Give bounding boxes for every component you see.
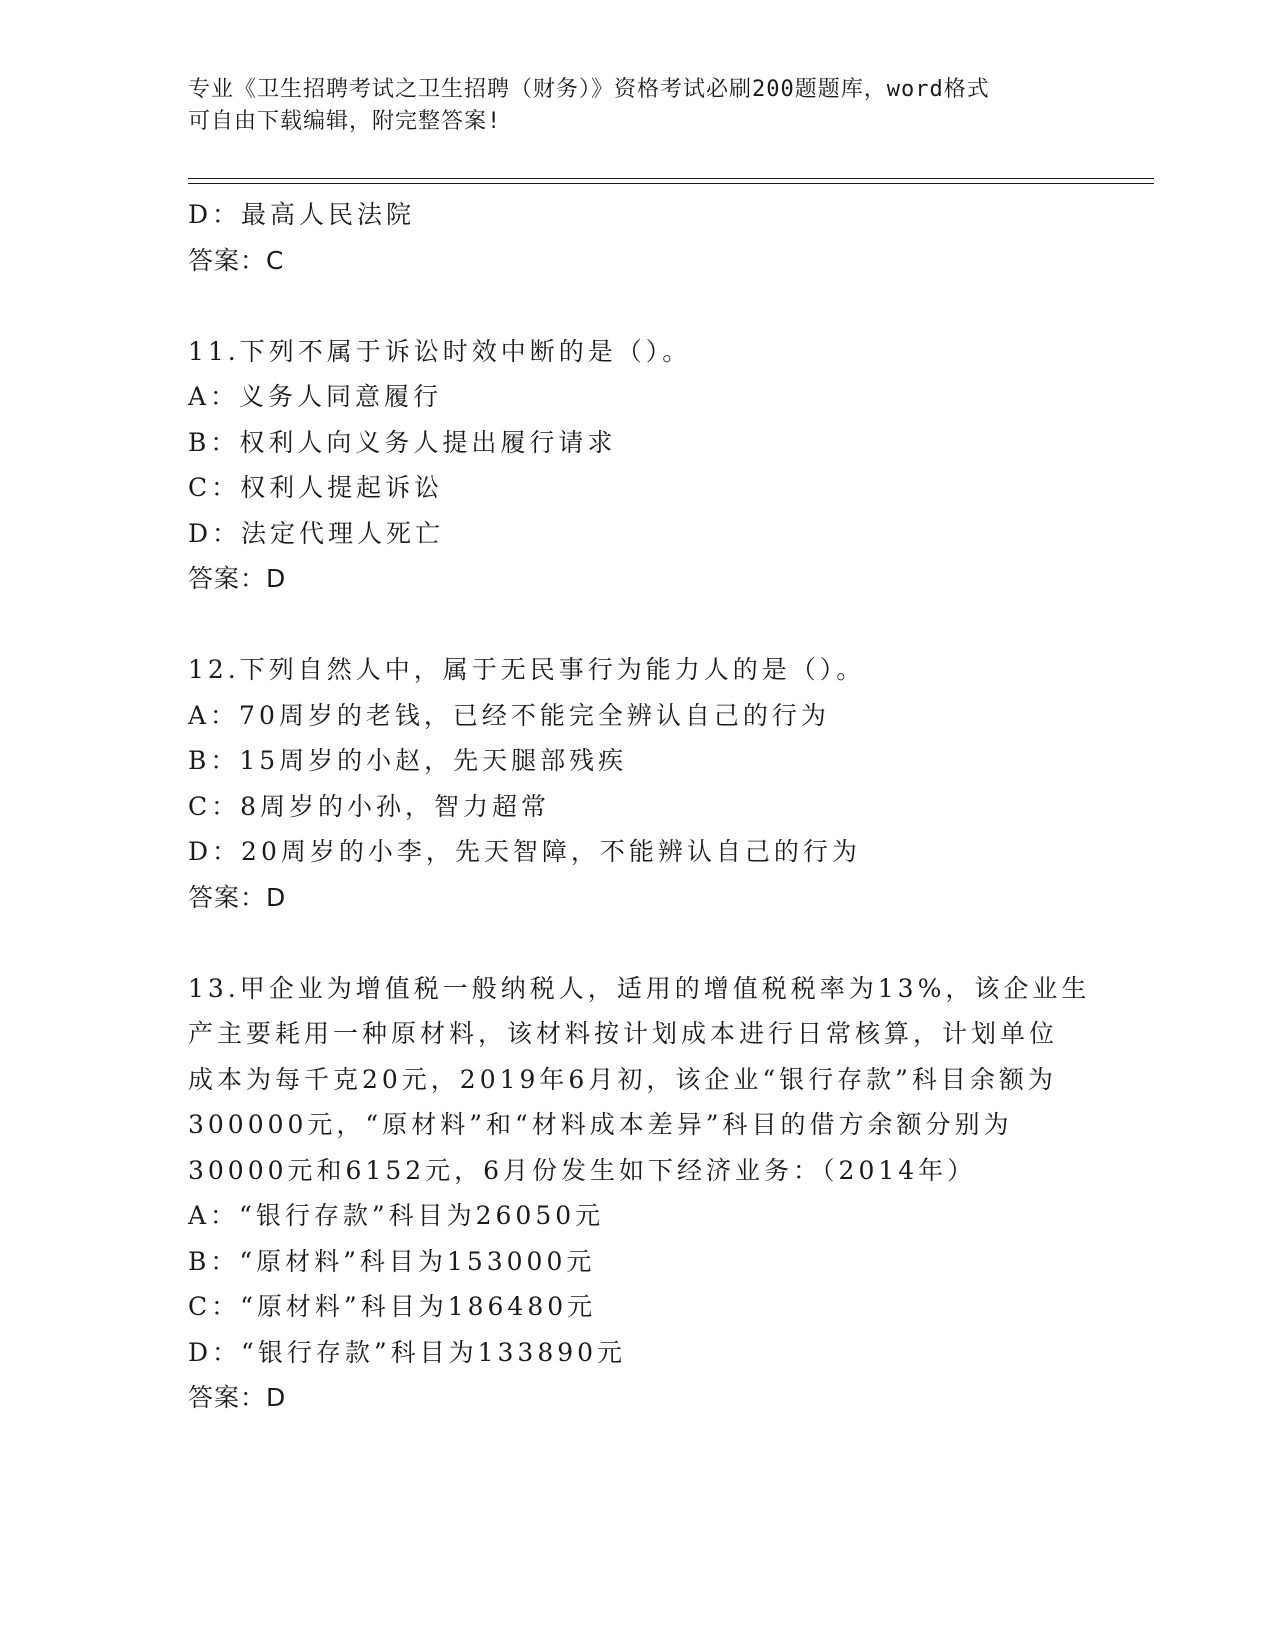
question-stem-line: 成本为每千克20元，2019年6月初，该企业“银行存款”科目余额为: [188, 1064, 1057, 1094]
question-12: [188, 647, 1088, 920]
option-d: D：最高人民法院: [188, 200, 416, 229]
question-13: [188, 966, 1091, 1421]
header-rule-bottom: [188, 183, 1154, 184]
question-stem-line: 30000元和6152元，6月份发生如下经济业务：（2014年）: [188, 1155, 977, 1185]
option-d: D：法定代理人死亡: [188, 518, 445, 548]
answer: 答案：D: [188, 882, 287, 912]
option-c: C：8周岁的小孙，智力超常: [188, 791, 551, 821]
answer: 答案：C: [188, 245, 285, 275]
header-line-1: 专业《卫生招聘考试之卫生招聘（财务）》资格考试必刷200题题库，word格式: [188, 77, 990, 102]
option-c: C：权利人提起诉讼: [188, 473, 444, 502]
question-stem-line: 产主要耗用一种原材料，该材料按计划成本进行日常核算，计划单位: [188, 1019, 1059, 1048]
header-line-2: 可自由下载编辑，附完整答案!: [188, 109, 502, 134]
option-b: B：15周岁的小赵，先天腿部残疾: [188, 746, 628, 775]
spacer: [188, 602, 1088, 648]
question-content: [188, 192, 1091, 1421]
spacer: [188, 283, 1088, 329]
page-header: [188, 74, 1088, 138]
header-rule-top: [188, 178, 1154, 179]
answer: 答案：D: [188, 1383, 287, 1412]
question-stem: 12.下列自然人中，属于无民事行为能力人的是（）。: [188, 655, 866, 684]
question-stem-line: 13.甲企业为增值税一般纳税人，适用的增值税税率为13%，该企业生: [188, 973, 1091, 1003]
spacer: [188, 920, 1088, 966]
option-d: D：20周岁的小李，先天智障，不能辨认自己的行为: [188, 837, 861, 866]
option-d: D：“银行存款”科目为133890元: [188, 1337, 627, 1367]
option-a: A：义务人同意履行: [188, 382, 443, 411]
question-11: [188, 329, 1088, 602]
answer: 答案：D: [188, 564, 287, 593]
option-a: A：“银行存款”科目为26050元: [188, 1201, 605, 1230]
option-a: A：70周岁的老钱，已经不能完全辨认自己的行为: [188, 700, 830, 730]
option-b: B：权利人向义务人提出履行请求: [188, 427, 617, 457]
option-b: B：“原材料”科目为153000元: [188, 1246, 596, 1276]
question-stem: 11.下列不属于诉讼时效中断的是（）。: [188, 336, 692, 366]
option-c: C：“原材料”科目为186480元: [188, 1292, 597, 1321]
question-stem-line: 300000元，“原材料”和“材料成本差异”科目的借方余额分别为: [188, 1110, 1013, 1139]
